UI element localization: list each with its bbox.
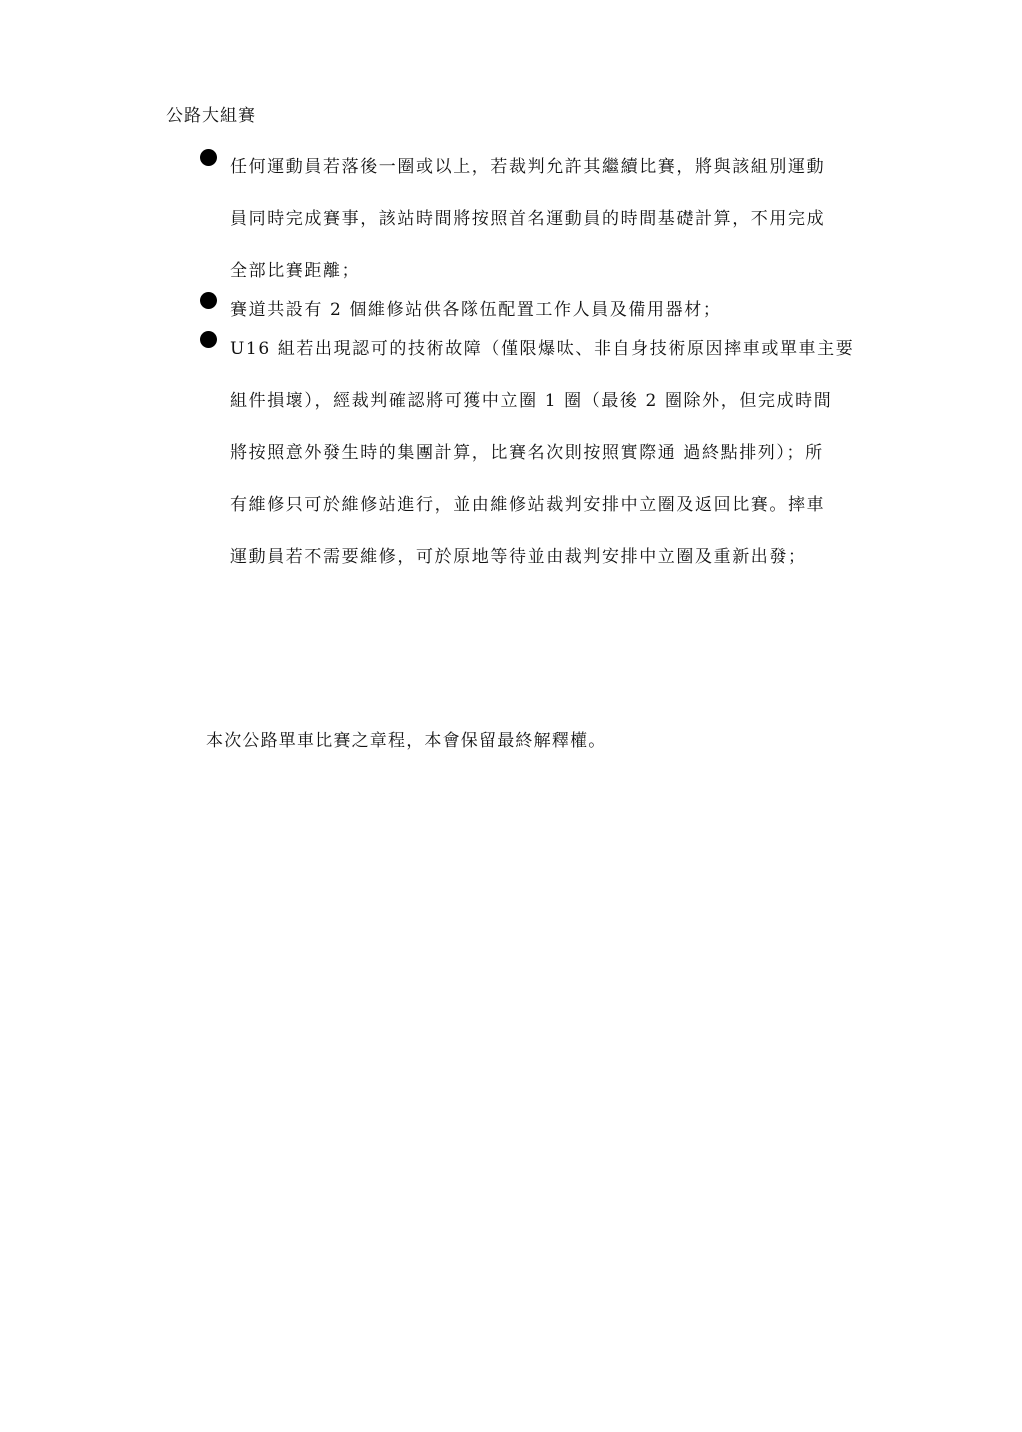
bullet-dot-icon [200, 331, 217, 348]
section-heading: 公路大組賽 [166, 106, 256, 126]
rule-line: U16 組若出現認可的技術故障（僅限爆呔、非自身技術原因摔車或單車主要 [230, 339, 855, 359]
rule-line: 運動員若不需要維修，可於原地等待並由裁判安排中立圈及重新出發； [230, 547, 807, 567]
rule-line: 員同時完成賽事，該站時間將按照首名運動員的時間基礎計算，不用完成 [230, 209, 826, 229]
rules-list [198, 154, 898, 583]
rule-line: 將按照意外發生時的集團計算，比賽名次則按照實際通 過終點排列）；所 [230, 443, 824, 463]
rule-line: 組件損壞），經裁判確認將可獲中立圈 1 圈（最後 2 圈除外，但完成時間 [230, 391, 833, 411]
rule-line: 賽道共設有 2 個維修站供各隊伍配置工作人員及備用器材； [230, 300, 722, 320]
bullet-dot-icon [200, 292, 217, 309]
rule-line: 全部比賽距離； [230, 261, 361, 281]
rule-item-1 [198, 141, 898, 297]
bullet-dot-icon [200, 149, 217, 166]
rule-item-3 [198, 323, 898, 583]
rule-line: 任何運動員若落後一圈或以上，若裁判允許其繼續比賽，將與該組別運動 [230, 157, 826, 177]
closing-statement: 本次公路單車比賽之章程，本會保留最終解釋權。 [206, 731, 607, 751]
rule-line: 有維修只可於維修站進行，並由維修站裁判安排中立圈及返回比賽。摔車 [230, 495, 826, 515]
